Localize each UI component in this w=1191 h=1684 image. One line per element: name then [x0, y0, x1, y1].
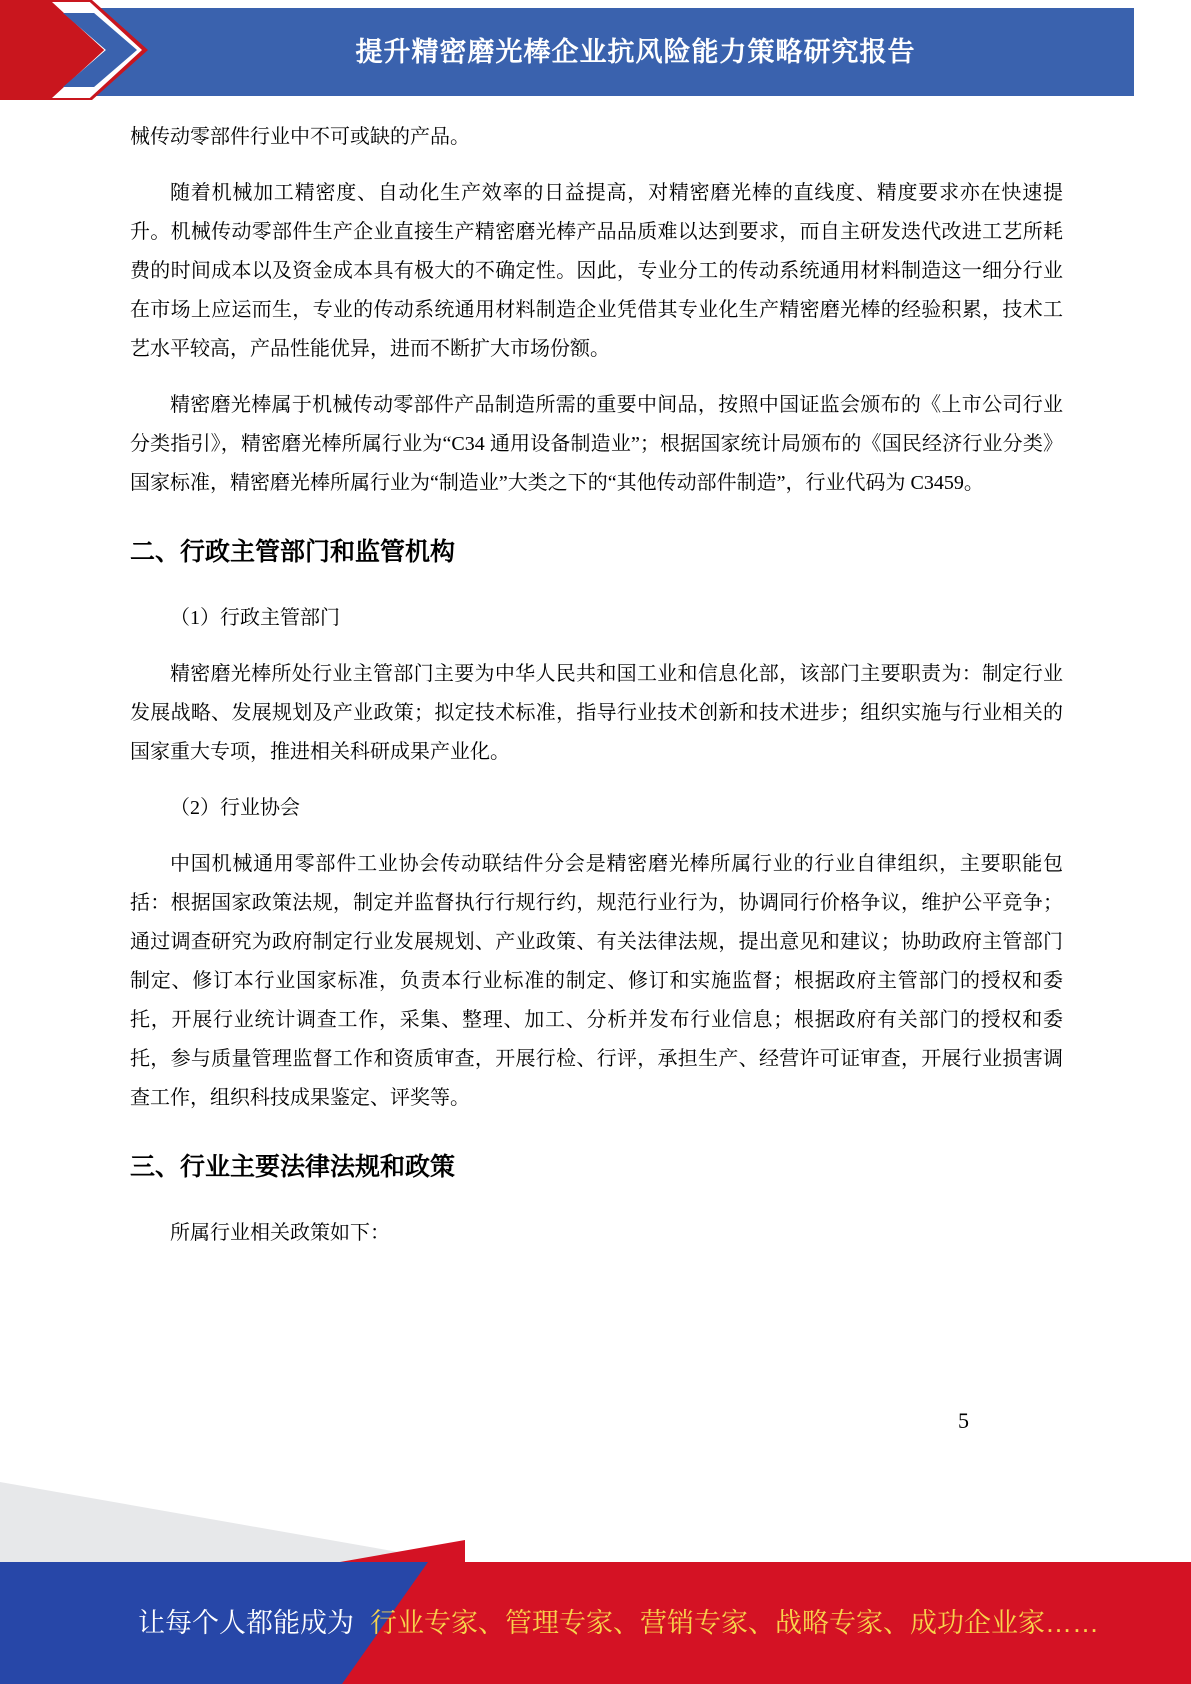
section-heading-2: 二、行政主管部门和监管机构: [130, 538, 456, 566]
page-number: 5: [958, 1408, 969, 1433]
header-arrow-decoration: [0, 0, 160, 100]
paragraph-association: 中国机械通用零部件工业协会传动联结件分会是精密磨光棒所属行业的行业自律组织，主要职能包括：根据国家政策法规，制定并监督执行行规行约，规范行业行为，协调同行价格争议，维护公平竞争；通过调查研究为政府制定行业发展规划、产业政策、有关法律法规，提出意见和建议；协助政府主管部门制定、修订本行业国家标准，负责本行业标准的制定、修订和实施监督；根据政府主管部门的授权和委托，开展行业统计调查工作，采集、整理、加工、分析并发布行业信息；根据政府有关部门的授权和委托，参与质量管理监督工作和资质审查，开展行检、行评，承担生产、经营许可证审查，开展行业损害调查工作，组织科技成果鉴定、评奖等。: [130, 853, 1063, 1109]
footer-slogan-right: 行业专家、管理专家、营销专家、战略专家、成功企业家……: [370, 1608, 1099, 1638]
document-body: [130, 118, 1063, 1270]
report-title: 提升精密磨光棒企业抗风险能力策略研究报告: [355, 37, 916, 67]
paragraph-market: 随着机械加工精密度、自动化生产效率的日益提高，对精密磨光棒的直线度、精度要求亦在快速提升。机械传动零部件生产企业直接生产精密磨光棒产品品质难以达到要求，而自主研发迭代改进工艺所耗费的时间成本以及资金成本具有极大的不确定性。因此，专业分工的传动系统通用材料制造这一细分行业在市场上应运而生，专业的传动系统通用材料制造企业凭借其专业化生产精密磨光棒的经验积累，技术工艺水平较高，产品性能优异，进而不断扩大市场份额。: [130, 182, 1063, 360]
footer-slogan-left: 让每个人都能成为: [138, 1608, 354, 1638]
sub-item-2: （2）行业协会: [170, 797, 300, 819]
sub-item-1: （1）行政主管部门: [170, 607, 340, 629]
paragraph-intro-tail: 械传动零部件行业中不可或缺的产品。: [130, 126, 470, 148]
footer-gray-wedge: [0, 1482, 455, 1562]
footer-band: [0, 1562, 1191, 1684]
paragraph-classification: 精密磨光棒属于机械传动零部件产品制造所需的重要中间品，按照中国证监会颁布的《上市公司行业分类指引》，精密磨光棒所属行业为“C34 通用设备制造业”；根据国家统计局颁布的《国民经济行业分类》国家标准，精密磨光棒所属行业为“制造业”大类之下的“其他传动部件制造”，行业代码为 C3459。: [130, 394, 1063, 494]
header-bar: [57, 8, 1134, 96]
paragraph-authority: 精密磨光棒所处行业主管部门主要为中华人民共和国工业和信息化部，该部门主要职责为：制定行业发展战略、发展规划及产业政策；拟定技术标准，指导行业技术创新和技术进步；组织实施与行业相关的国家重大专项，推进相关科研成果产业化。: [130, 663, 1063, 763]
section-heading-3: 三、行业主要法律法规和政策: [130, 1153, 456, 1181]
paragraph-policy-intro: 所属行业相关政策如下：: [170, 1222, 390, 1244]
